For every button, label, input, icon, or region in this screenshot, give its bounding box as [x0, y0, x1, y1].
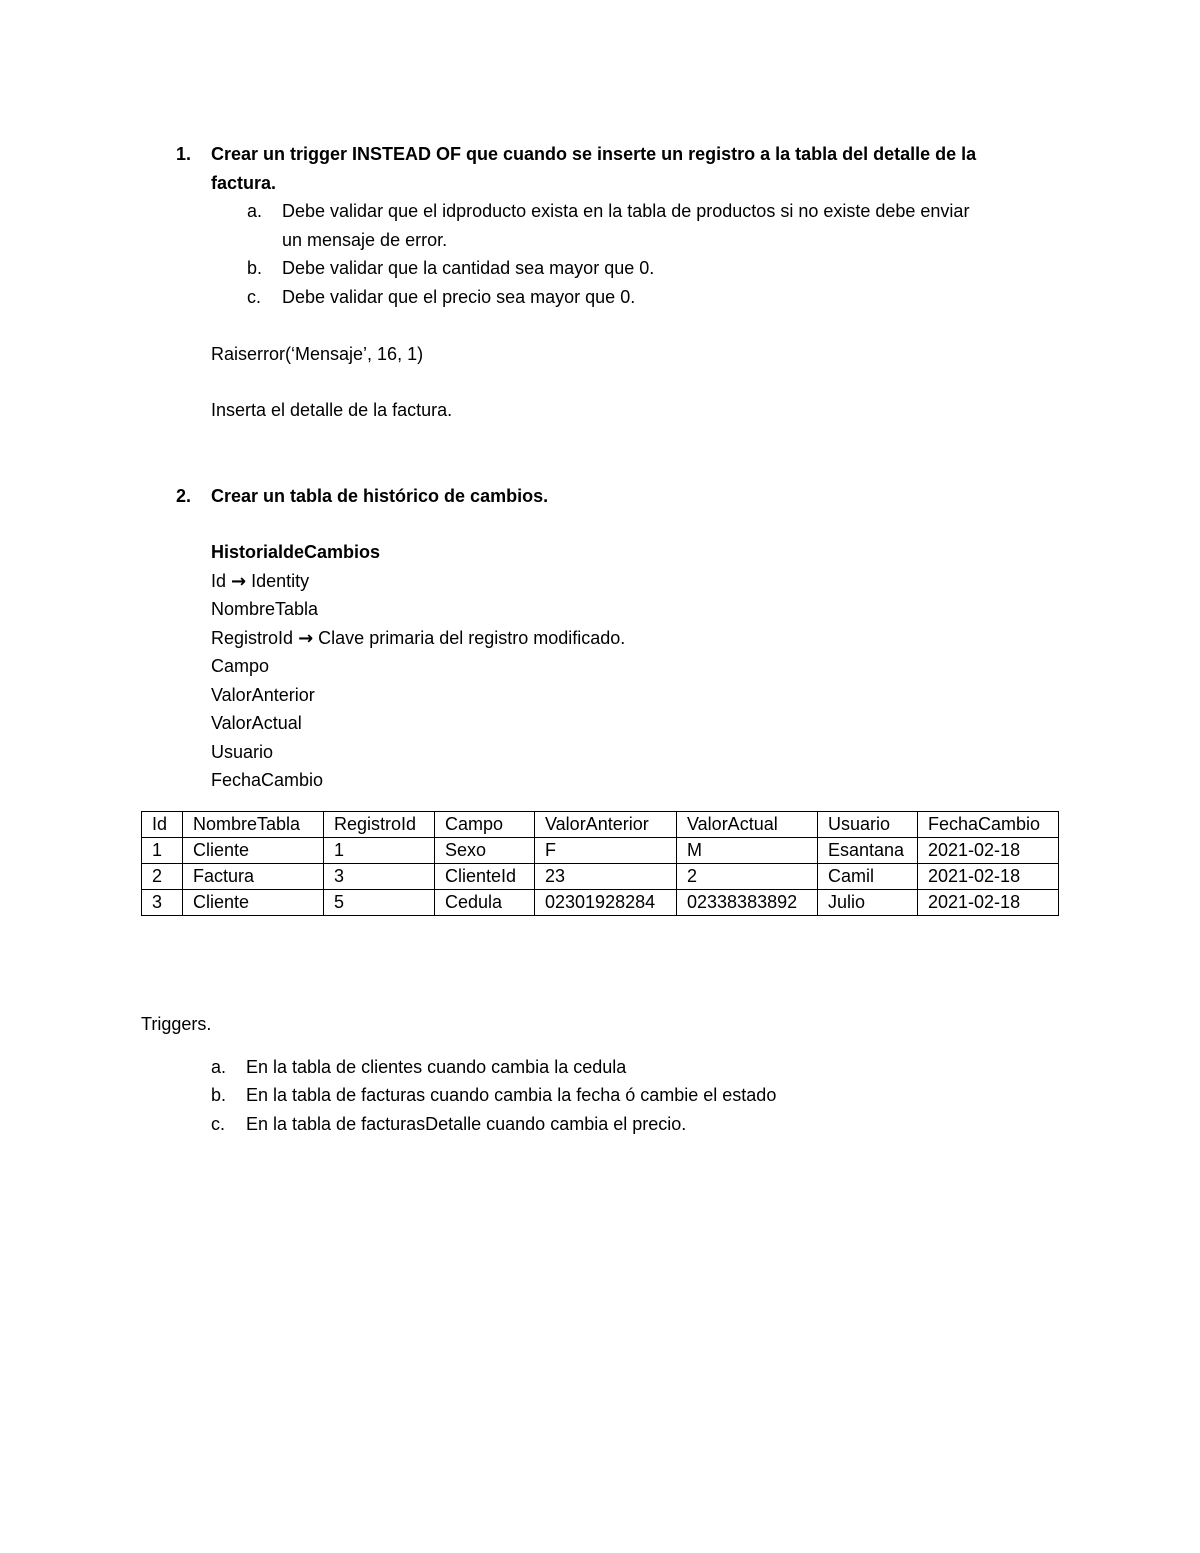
list-number-1: 1.: [176, 144, 192, 164]
triggers-heading: Triggers.: [141, 1014, 212, 1034]
column-header: FechaCambio: [918, 812, 1059, 838]
table-row: [142, 838, 1059, 864]
table-cell: 2: [677, 864, 818, 890]
table-cell: Julio: [818, 890, 918, 916]
trigger-item-a: En la tabla de clientes cuando cambia la cedula: [246, 1057, 627, 1077]
field-valoractual: ValorActual: [211, 713, 302, 733]
field-valoranterior: ValorAnterior: [211, 685, 315, 705]
list-letter-c: c.: [211, 1114, 226, 1134]
field-note: Clave primaria del registro modificado.: [318, 628, 626, 648]
table-cell: 1: [324, 838, 435, 864]
history-table: [141, 811, 1059, 916]
requirement-a-line2: un mensaje de error.: [282, 230, 448, 250]
field-usuario: Usuario: [211, 742, 274, 762]
table-cell: Cliente: [183, 890, 324, 916]
table-row: [142, 864, 1059, 890]
trigger-item-c: En la tabla de facturasDetalle cuando cambia el precio.: [246, 1114, 687, 1134]
section1-title-line1: Crear un trigger INSTEAD OF que cuando se inserte un registro a la tabla del detalle de la: [211, 144, 977, 164]
list-letter-b: b.: [247, 258, 263, 278]
table-cell: 2021-02-18: [918, 838, 1059, 864]
table-cell: Factura: [183, 864, 324, 890]
table-header-row: [142, 812, 1059, 838]
table-cell: 2021-02-18: [918, 864, 1059, 890]
column-header: ValorAnterior: [535, 812, 677, 838]
list-letter-a: a.: [247, 201, 263, 221]
arrow-right-icon: →: [298, 628, 314, 649]
table-cell: 2: [142, 864, 183, 890]
column-header: Usuario: [818, 812, 918, 838]
section2-title: Crear un tabla de histórico de cambios.: [211, 486, 549, 506]
table-cell: 3: [142, 890, 183, 916]
arrow-right-icon: →: [231, 571, 247, 592]
table-cell: Camil: [818, 864, 918, 890]
table-cell: 2021-02-18: [918, 890, 1059, 916]
column-header: Id: [142, 812, 183, 838]
requirement-a-line1: Debe validar que el idproducto exista en la tabla de productos si no existe debe enviar: [282, 201, 970, 221]
table-cell: 3: [324, 864, 435, 890]
requirement-b: Debe validar que la cantidad sea mayor que 0.: [282, 258, 655, 278]
requirement-c: Debe validar que el precio sea mayor que 0.: [282, 287, 636, 307]
table-cell: Cedula: [435, 890, 535, 916]
field-name: Id: [211, 571, 227, 591]
table-cell: M: [677, 838, 818, 864]
column-header: NombreTabla: [183, 812, 324, 838]
table-cell: Cliente: [183, 838, 324, 864]
column-header: RegistroId: [324, 812, 435, 838]
trigger-item-b: En la tabla de facturas cuando cambia la fecha ó cambie el estado: [246, 1085, 777, 1105]
table-cell: F: [535, 838, 677, 864]
field-campo: Campo: [211, 656, 270, 676]
table-cell: 23: [535, 864, 677, 890]
insert-note: Inserta el detalle de la factura.: [211, 400, 453, 420]
field-note: Identity: [251, 571, 310, 591]
section1-title-line2: factura.: [211, 173, 277, 193]
table-cell: Esantana: [818, 838, 918, 864]
field-registroid: [211, 628, 625, 649]
table-cell: 02338383892: [677, 890, 818, 916]
table-cell: ClienteId: [435, 864, 535, 890]
table-row: [142, 890, 1059, 916]
table-cell: Sexo: [435, 838, 535, 864]
table-name-heading: HistorialdeCambios: [211, 542, 381, 562]
list-number-2: 2.: [176, 486, 192, 506]
list-letter-b: b.: [211, 1085, 227, 1105]
field-id: [211, 571, 309, 592]
table-cell: 1: [142, 838, 183, 864]
field-fechacambio: FechaCambio: [211, 770, 324, 790]
column-header: ValorActual: [677, 812, 818, 838]
column-header: Campo: [435, 812, 535, 838]
raiserror-example: Raiserror(‘Mensaje’, 16, 1): [211, 344, 424, 364]
table-cell: 02301928284: [535, 890, 677, 916]
table-cell: 5: [324, 890, 435, 916]
list-letter-a: a.: [211, 1057, 227, 1077]
list-letter-c: c.: [247, 287, 262, 307]
field-nombretabla: NombreTabla: [211, 599, 319, 619]
field-name: RegistroId: [211, 628, 294, 648]
